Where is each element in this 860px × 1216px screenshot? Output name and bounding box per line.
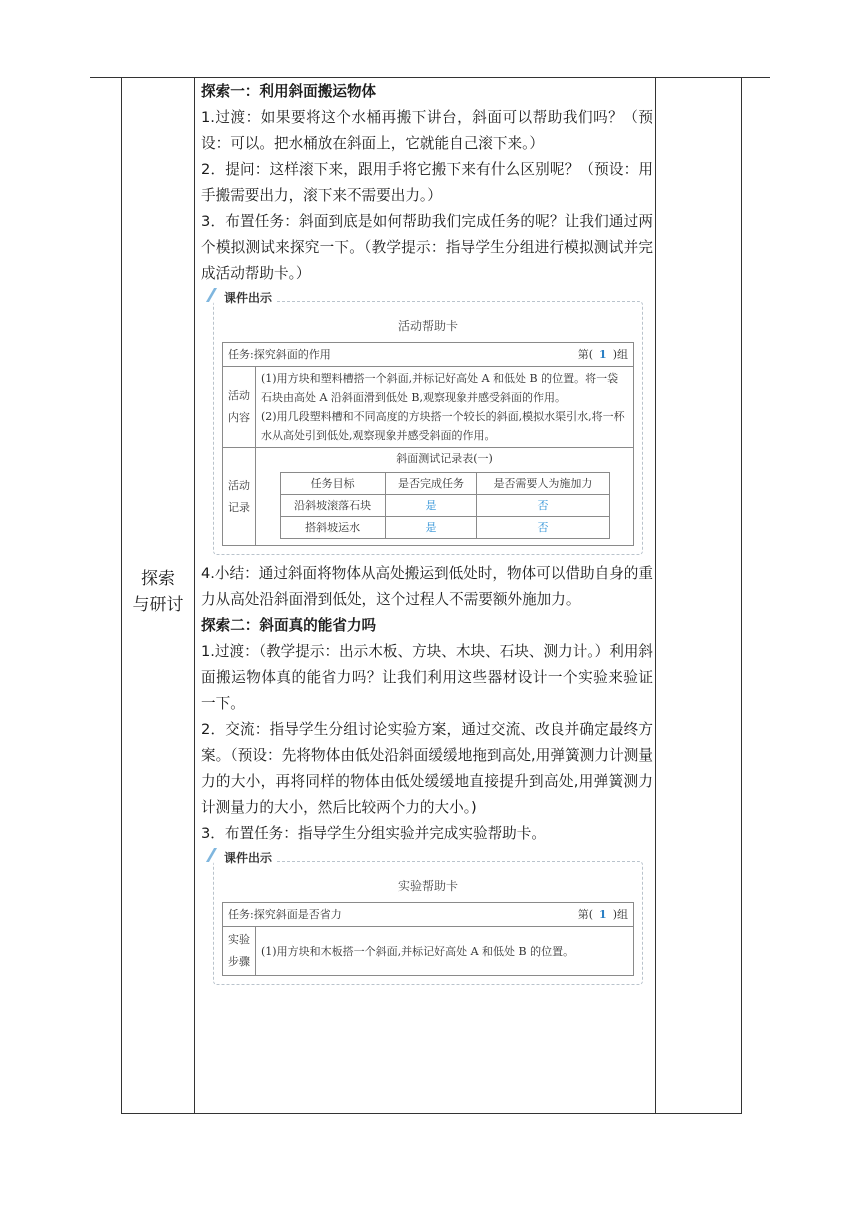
record-cell: 否 — [477, 517, 609, 539]
record-cell: 否 — [477, 495, 609, 517]
group-number — [578, 905, 628, 924]
card-title: 活动帮助卡 — [397, 319, 458, 333]
table-border-col2 — [655, 77, 656, 1114]
record-cell: 是 — [385, 517, 477, 539]
step-row — [223, 927, 634, 976]
section-label — [122, 566, 194, 618]
explore2-step2: 2．交流：指导学生分组讨论实验方案，通过交流、改良并确定最终方案。（预设：先将物体由低处沿斜面缓缓地拖到高处,用弹簧测力计测量力的大小，再将同样的物体由低处缓缓地直接提升到高处,用弹簧测力计测量力的大小，然后比较两个力的大小。) — [201, 721, 653, 816]
group-prefix: 第( — [577, 348, 594, 361]
record-table — [280, 472, 610, 539]
explore2-heading: 探索二：斜面真的能省力吗 — [201, 617, 377, 634]
record-cell: 是 — [385, 495, 477, 517]
record-table-title: 斜面测试记录表(一) — [396, 452, 493, 465]
group-num: 1 — [599, 908, 607, 921]
explore1-step1: 1.过渡：如果要将这个水桶再搬下讲台，斜面可以帮助我们吗？（预设：可以。把水桶放在斜面上，它就能自己滚下来。） — [201, 109, 653, 152]
table-border-right — [741, 77, 742, 1114]
record-cell: 搭斜坡运水 — [280, 517, 385, 539]
group-num: 1 — [599, 348, 607, 361]
table-top-border — [90, 77, 770, 78]
experiment-card-table — [222, 902, 634, 976]
group-number — [578, 345, 628, 364]
group-prefix: 第( — [577, 908, 594, 921]
activity-card-table — [222, 342, 634, 546]
table-row — [280, 517, 609, 539]
explore1-step2: 2．提问：这样滚下来，跟用手将它搬下来有什么区别呢？（预设：用手搬需要出力，滚下来不需要出力。） — [201, 161, 653, 204]
table-border-col1 — [194, 77, 195, 1114]
record-header: 是否需要人为施加力 — [477, 473, 609, 495]
record-header: 是否完成任务 — [385, 473, 477, 495]
section-label-line1: 探索 — [141, 569, 175, 589]
record-row — [223, 448, 634, 546]
record-header-row — [280, 473, 609, 495]
content-label: 活动内容 — [223, 367, 256, 448]
step-item-1: (1)用方块和木板搭一个斜面,并标记好高处 A 和低处 B 的位置。 — [256, 927, 634, 976]
section-label-line2: 与研讨 — [132, 595, 184, 615]
record-label: 活动记录 — [223, 448, 256, 546]
experiment-help-card — [213, 851, 643, 985]
group-suffix: )组 — [612, 348, 628, 361]
explore2-step3: 3．布置任务：指导学生分组实验并完成实验帮助卡。 — [201, 825, 546, 842]
content-item-1: (1)用方块和塑料槽搭一个斜面,并标记好高处 A 和低处 B 的位置。将一袋石块由高处 A 沿斜面滑到低处 B,观察现象并感受斜面的作用。 — [261, 372, 619, 404]
record-header: 任务目标 — [280, 473, 385, 495]
explore1-step3: 3．布置任务：斜面到底是如何帮助我们完成任务的呢？让我们通过两个模拟测试来探究一下。（教学提示：指导学生分组进行模拟测试并完成活动帮助卡。） — [201, 213, 653, 282]
courseware-tag — [214, 850, 276, 866]
lesson-content — [201, 79, 653, 991]
explore1-summary: 4.小结：通过斜面将物体从高处搬运到低处时，物体可以借助自身的重力从高处沿斜面滑到低处，这个过程人不需要额外施加力。 — [201, 565, 653, 608]
explore2-step1: 1.过渡：（教学提示：出示木板、方块、木块、石块、测力计。）利用斜面搬运物体真的能省力吗？让我们利用这些器材设计一个实验来验证一下。 — [201, 643, 653, 712]
step-label: 实验步骤 — [223, 927, 256, 976]
explore1-heading: 探索一：利用斜面搬运物体 — [201, 83, 377, 100]
task-row — [223, 903, 634, 927]
task-text: 任务:探究斜面是否省力 — [228, 908, 342, 921]
card-title: 实验帮助卡 — [397, 879, 458, 893]
courseware-tag-label: 课件出示 — [224, 851, 273, 865]
activity-help-card — [213, 291, 643, 555]
content-item-2: (2)用几段塑料槽和不同高度的方块搭一个较长的斜面,模拟水渠引水,将一杯水从高处引到低处,观察现象并感受斜面的作用。 — [261, 410, 625, 442]
table-row — [280, 495, 609, 517]
courseware-tag — [214, 290, 276, 306]
record-cell: 沿斜坡滚落石块 — [280, 495, 385, 517]
task-row — [223, 343, 634, 367]
content-row — [223, 367, 634, 448]
courseware-tag-label: 课件出示 — [224, 291, 273, 305]
table-bottom-border — [121, 1113, 742, 1114]
task-text: 任务:探究斜面的作用 — [228, 348, 331, 361]
group-suffix: )组 — [612, 908, 628, 921]
